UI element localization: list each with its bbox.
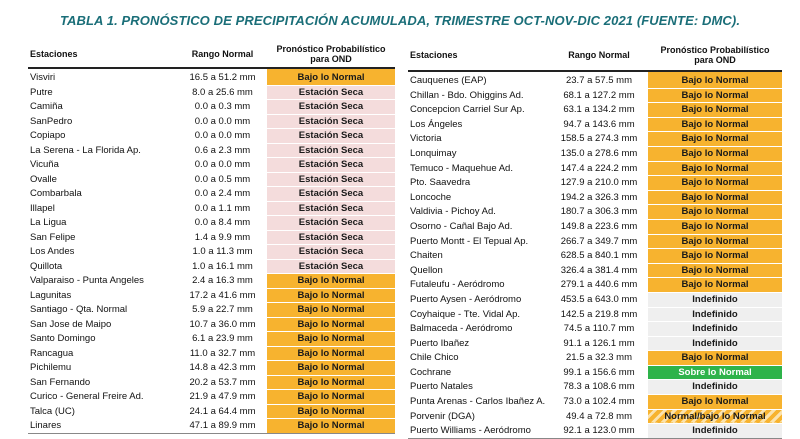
forecast-cell: Bajo lo Normal (267, 68, 395, 85)
forecast-cell: Bajo lo Normal (648, 161, 782, 176)
table-row (408, 146, 782, 161)
station-cell: Santiago - Qta. Normal (30, 304, 128, 315)
forecast-cell: Bajo lo Normal (267, 274, 395, 289)
forecast-cell: Bajo lo Normal (267, 419, 395, 434)
table-row (408, 205, 782, 220)
header-forecast-line2: para OND (694, 55, 736, 65)
table-row (28, 317, 395, 332)
normal-range-cell: 92.1 a 123.0 mm (550, 424, 648, 439)
table-row (408, 263, 782, 278)
station-cell: Visviri (30, 72, 56, 84)
station-cell: Cauquenes (EAP) (410, 75, 487, 87)
table-row (28, 216, 395, 231)
station-cell: San Fernando (30, 376, 91, 388)
table-row (28, 100, 395, 115)
forecast-cell: Estación Seca (267, 158, 395, 173)
normal-range-cell: 0.0 a 0.0 mm (194, 115, 251, 127)
forecast-cell: Bajo lo Normal (648, 249, 782, 264)
normal-range-cell: 16.5 a 51.2 mm (189, 72, 256, 84)
forecast-cell: Indefinido (648, 424, 782, 439)
forecast-cell: Normal/bajo lo Normal (648, 409, 782, 424)
table-header-row (408, 40, 782, 71)
forecast-cell: Bajo lo Normal (648, 103, 782, 118)
normal-range-cell: 99.1 a 156.6 mm (563, 366, 635, 378)
station-cell: Chile Chico (410, 352, 459, 364)
station-cell: Curico - General Freire Ad. (30, 391, 144, 402)
normal-range-cell: 147.4 a 224.2 mm (560, 162, 638, 174)
normal-range-cell: 23.7 a 57.5 mm (565, 75, 632, 87)
forecast-cell: Estación Seca (267, 201, 395, 216)
forecast-cell: Indefinido (648, 292, 782, 307)
forecast-cell: Bajo lo Normal (648, 395, 782, 410)
forecast-cell: Bajo lo Normal (648, 263, 782, 278)
table-row (408, 278, 782, 293)
normal-range-cell: 0.0 a 8.4 mm (194, 217, 251, 228)
table-row (28, 390, 395, 405)
forecast-cell: Estación Seca (267, 85, 395, 100)
station-cell: Cochrane (410, 366, 452, 378)
forecast-cell: Bajo lo Normal (267, 346, 395, 361)
station-cell: Porvenir (DGA) (410, 410, 475, 422)
station-cell: Loncoche (410, 191, 452, 203)
table-row (408, 103, 782, 118)
station-cell: Futaleufu - Aeródromo (410, 279, 505, 291)
normal-range-cell: 0.0 a 2.4 mm (194, 188, 251, 199)
header-stations: Estaciones (408, 40, 550, 71)
normal-range-cell: 5.9 a 22.7 mm (192, 304, 253, 315)
forecast-cell: Estación Seca (267, 129, 395, 144)
station-cell: Punta Arenas - Carlos Ibañez A. (410, 396, 546, 408)
station-cell: Puerto Williams - Aeródromo (408, 424, 550, 439)
table-row (408, 117, 782, 132)
table-row (28, 143, 395, 158)
table-row (408, 176, 782, 191)
forecast-cell: Bajo lo Normal (267, 375, 395, 390)
forecast-cell: Estación Seca (267, 259, 395, 274)
station-cell: La Serena - La Florida Ap. (30, 144, 141, 156)
forecast-cell: Bajo lo Normal (648, 117, 782, 132)
station-cell: Linares (28, 419, 178, 434)
station-cell: Puerto Montt - El Tepual Ap. (410, 235, 529, 247)
normal-range-cell: 63.1 a 134.2 mm (563, 104, 635, 116)
forecast-cell: Bajo lo Normal (648, 71, 782, 88)
table-row (408, 380, 782, 395)
normal-range-cell: 24.1 a 64.4 mm (189, 405, 256, 417)
header-forecast-line1: Pronóstico Probabilístico (276, 43, 386, 54)
table-row (28, 129, 395, 144)
normal-range-cell: 180.7 a 306.3 mm (560, 206, 638, 218)
normal-range-cell: 0.6 a 2.3 mm (194, 144, 251, 156)
station-cell: Coyhaique - Tte. Vidal Ap. (410, 308, 521, 320)
forecast-table-right (408, 40, 782, 439)
table-title: TABLA 1. PRONÓSTICO DE PRECIPITACIÓN ACUMULADA, TRIMESTRE OCT-NOV-DIC 2021 (FUENTE: DMC). (59, 13, 741, 28)
station-cell: Victoria (410, 133, 442, 145)
normal-range-cell: 47.1 a 89.9 mm (178, 419, 267, 434)
forecast-cell: Sobre lo Normal (648, 365, 782, 380)
station-cell: Osorno - Cañal Bajo Ad. (410, 220, 513, 232)
header-normal-range: Rango Normal (178, 40, 267, 68)
station-cell: Lagunitas (30, 289, 72, 301)
forecast-cell: Bajo lo Normal (648, 132, 782, 147)
normal-range-cell: 0.0 a 1.1 mm (194, 202, 251, 214)
table-row (408, 88, 782, 103)
table-row (408, 365, 782, 380)
table-row (408, 307, 782, 322)
table-row (28, 274, 395, 289)
normal-range-cell: 453.5 a 643.0 mm (560, 293, 638, 305)
normal-range-cell: 11.0 a 32.7 mm (189, 347, 256, 359)
header-forecast-line1: Pronóstico Probabilístico (660, 45, 770, 55)
station-cell: La Ligua (30, 217, 67, 228)
normal-range-cell: 73.0 a 102.4 mm (563, 396, 635, 408)
station-cell: Ovalle (30, 173, 57, 185)
table-row (28, 361, 395, 376)
forecast-cell: Bajo lo Normal (648, 176, 782, 191)
normal-range-cell: 0.0 a 0.0 mm (194, 130, 251, 141)
normal-range-cell: 94.7 a 143.6 mm (563, 118, 635, 130)
normal-range-cell: 21.5 a 32.3 mm (565, 352, 632, 364)
table-row (28, 419, 395, 434)
forecast-cell: Estación Seca (267, 143, 395, 158)
station-cell: Puerto Ibañez (410, 337, 470, 349)
station-cell: Putre (30, 86, 53, 98)
header-stations: Estaciones (28, 40, 178, 68)
station-cell: Chaiten (410, 250, 443, 262)
normal-range-cell: 8.0 a 25.6 mm (192, 86, 253, 98)
header-forecast (648, 40, 782, 71)
normal-range-cell: 17.2 a 41.6 mm (189, 289, 256, 301)
table-row (28, 114, 395, 129)
station-cell: Copiapo (30, 130, 66, 141)
normal-range-cell: 266.7 a 349.7 mm (560, 235, 638, 247)
table-row (408, 409, 782, 424)
table-row (28, 303, 395, 318)
station-cell: Vicuña (30, 159, 59, 170)
forecast-cell: Bajo lo Normal (648, 88, 782, 103)
station-cell: Los Andes (30, 246, 75, 257)
forecast-cell: Bajo lo Normal (267, 390, 395, 405)
forecast-cell: Indefinido (648, 336, 782, 351)
forecast-cell: Bajo lo Normal (267, 288, 395, 303)
table-row (408, 234, 782, 249)
station-cell: Camiña (30, 101, 63, 112)
normal-range-cell: 194.2 a 326.3 mm (560, 191, 638, 203)
table-row (408, 132, 782, 147)
table-row (28, 288, 395, 303)
station-cell: Los Ángeles (410, 118, 463, 130)
header-normal-range: Rango Normal (550, 40, 648, 71)
table-row (28, 85, 395, 100)
station-cell: San Felipe (30, 231, 76, 243)
station-cell: Concepcion Carriel Sur Ap. (410, 104, 525, 116)
normal-range-cell: 1.4 a 9.9 mm (194, 231, 251, 243)
forecast-cell: Bajo lo Normal (267, 332, 395, 347)
table-row (28, 68, 395, 85)
table-row (408, 424, 782, 439)
station-cell: Quillota (30, 260, 63, 272)
table-row (28, 375, 395, 390)
normal-range-cell: 0.0 a 0.5 mm (194, 173, 251, 185)
table-body-left (28, 68, 395, 433)
station-cell: Valparaiso - Punta Angeles (30, 275, 144, 286)
table-header-row (28, 40, 395, 68)
normal-range-cell: 49.4 a 72.8 mm (565, 410, 632, 422)
forecast-cell: Estación Seca (267, 216, 395, 231)
normal-range-cell: 74.5 a 110.7 mm (563, 323, 635, 335)
forecast-cell: Indefinido (648, 307, 782, 322)
station-cell: Puerto Aysen - Aeródromo (410, 293, 522, 305)
station-cell: Pto. Saavedra (410, 177, 471, 189)
normal-range-cell: 20.2 a 53.7 mm (189, 376, 256, 388)
table-row (28, 172, 395, 187)
table-row (28, 346, 395, 361)
table-row (28, 158, 395, 173)
table-row (28, 187, 395, 202)
table-row (28, 230, 395, 245)
forecast-cell: Bajo lo Normal (267, 317, 395, 332)
station-cell: Quellon (410, 264, 443, 276)
table-row (408, 351, 782, 366)
station-cell: Pichilemu (30, 362, 72, 373)
station-cell: Balmaceda - Aeródromo (410, 323, 513, 335)
forecast-cell: Bajo lo Normal (648, 219, 782, 234)
normal-range-cell: 10.7 a 36.0 mm (189, 318, 256, 330)
forecast-cell: Bajo lo Normal (267, 404, 395, 419)
header-forecast (267, 40, 395, 68)
normal-range-cell: 279.1 a 440.6 mm (560, 279, 638, 291)
forecast-cell: Bajo lo Normal (648, 351, 782, 366)
header-forecast-line2: para OND (310, 53, 352, 64)
forecast-cell: Estación Seca (267, 114, 395, 129)
forecast-cell: Bajo lo Normal (648, 278, 782, 293)
station-cell: Santo Domingo (30, 333, 96, 344)
normal-range-cell: 135.0 a 278.6 mm (560, 147, 638, 159)
table-row (408, 219, 782, 234)
table-row (408, 322, 782, 337)
table-row (408, 190, 782, 205)
station-cell: Puerto Natales (410, 381, 473, 393)
normal-range-cell: 127.9 a 210.0 mm (560, 177, 638, 189)
forecast-cell: Bajo lo Normal (648, 234, 782, 249)
table-row (408, 336, 782, 351)
forecast-table-left (28, 40, 395, 434)
station-cell: Rancagua (30, 347, 74, 359)
table-row (28, 332, 395, 347)
table-row (408, 395, 782, 410)
table-row (28, 201, 395, 216)
normal-range-cell: 0.0 a 0.3 mm (194, 101, 251, 112)
forecast-cell: Bajo lo Normal (267, 303, 395, 318)
forecast-cell: Estación Seca (267, 245, 395, 260)
station-cell: Illapel (30, 202, 55, 214)
station-cell: Combarbala (30, 188, 82, 199)
forecast-cell: Bajo lo Normal (648, 190, 782, 205)
normal-range-cell: 14.8 a 42.3 mm (189, 362, 256, 373)
normal-range-cell: 0.0 a 0.0 mm (194, 159, 251, 170)
normal-range-cell: 326.4 a 381.4 mm (560, 264, 638, 276)
normal-range-cell: 21.9 a 47.9 mm (189, 391, 256, 402)
normal-range-cell: 1.0 a 16.1 mm (192, 260, 253, 272)
table-body-right (408, 71, 782, 438)
station-cell: Chillan - Bdo. Ohiggins Ad. (410, 89, 524, 101)
forecast-cell: Indefinido (648, 380, 782, 395)
normal-range-cell: 142.5 a 219.8 mm (560, 308, 638, 320)
normal-range-cell: 6.1 a 23.9 mm (192, 333, 253, 344)
normal-range-cell: 158.5 a 274.3 mm (560, 133, 638, 145)
forecast-cell: Bajo lo Normal (648, 146, 782, 161)
station-cell: Temuco - Maquehue Ad. (410, 162, 513, 174)
normal-range-cell: 1.0 a 11.3 mm (192, 246, 253, 257)
station-cell: Talca (UC) (30, 405, 75, 417)
table-row (408, 249, 782, 264)
normal-range-cell: 2.4 a 16.3 mm (192, 275, 253, 286)
normal-range-cell: 91.1 a 126.1 mm (563, 337, 635, 349)
table-row (408, 71, 782, 88)
table-row (28, 259, 395, 274)
forecast-cell: Estación Seca (267, 100, 395, 115)
normal-range-cell: 68.1 a 127.2 mm (563, 89, 635, 101)
station-cell: San Jose de Maipo (30, 318, 112, 330)
station-cell: SanPedro (30, 115, 73, 127)
table-row (28, 404, 395, 419)
forecast-cell: Bajo lo Normal (648, 205, 782, 220)
forecast-cell: Estación Seca (267, 172, 395, 187)
normal-range-cell: 628.5 a 840.1 mm (560, 250, 638, 262)
station-cell: Valdivia - Pichoy Ad. (410, 206, 496, 218)
station-cell: Lonquimay (410, 147, 457, 159)
forecast-cell: Estación Seca (267, 230, 395, 245)
normal-range-cell: 149.8 a 223.6 mm (560, 220, 638, 232)
table-row (28, 245, 395, 260)
forecast-cell: Bajo lo Normal (267, 361, 395, 376)
table-row (408, 161, 782, 176)
table-row (408, 292, 782, 307)
forecast-cell: Estación Seca (267, 187, 395, 202)
forecast-cell: Indefinido (648, 322, 782, 337)
normal-range-cell: 78.3 a 108.6 mm (563, 381, 635, 393)
